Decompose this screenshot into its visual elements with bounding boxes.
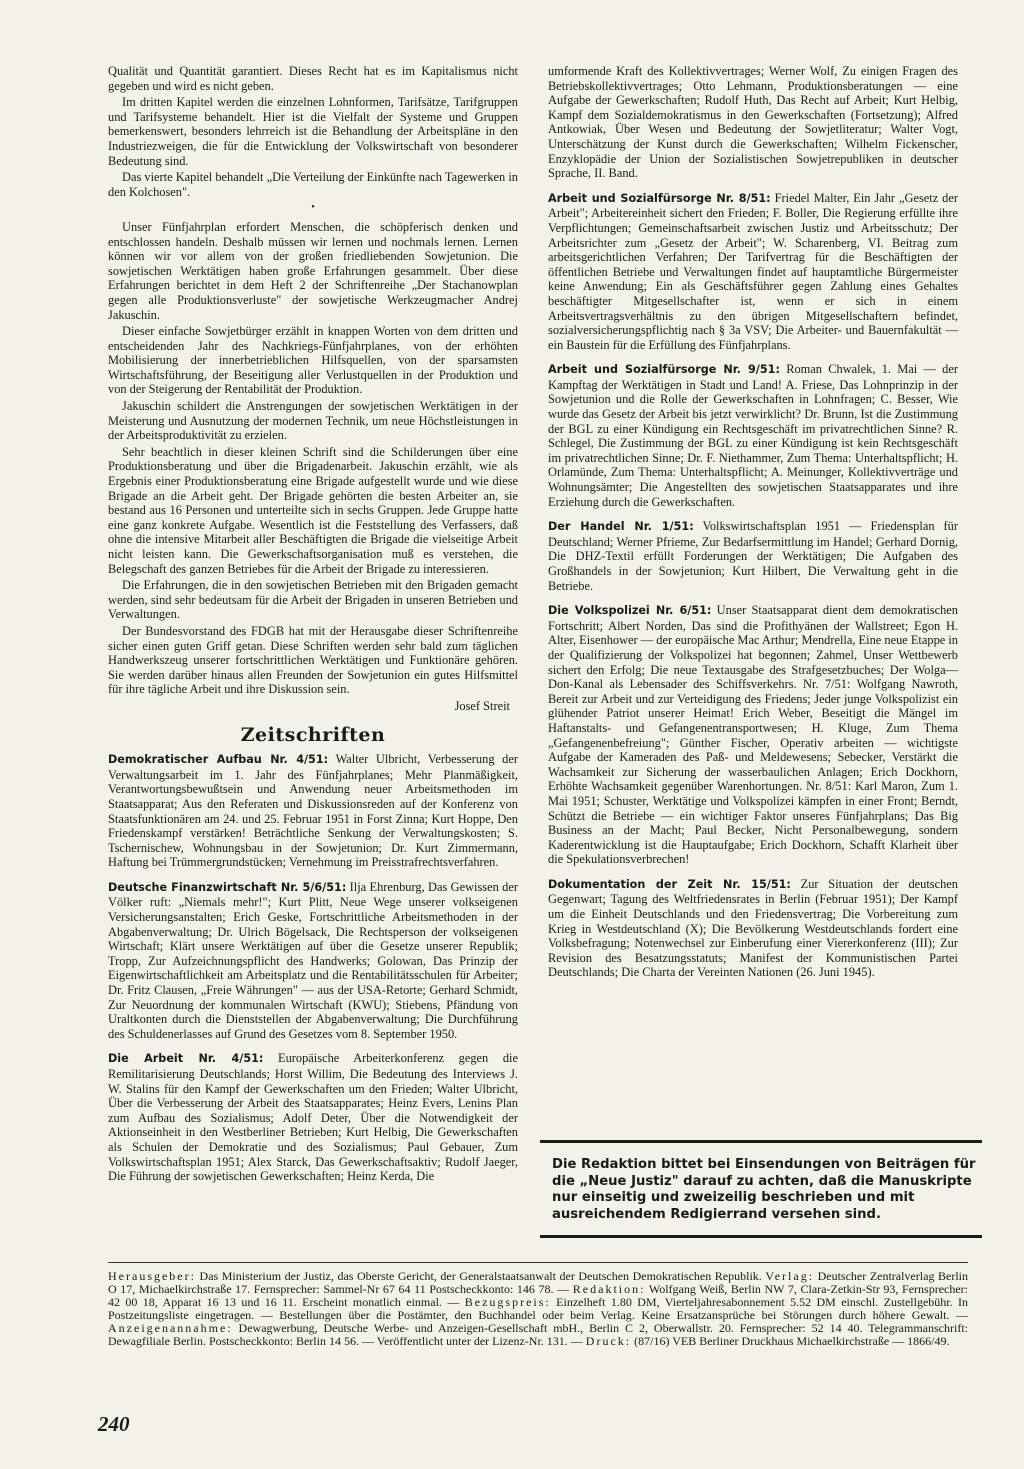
imprint-label: Druck:: [585, 1334, 632, 1348]
imprint-text: Deutscher Zentralverlag Berlin O 17, Michaelkirchstraße 17. Fernsprecher: Sammel-Nr 67 64 11 Postscheckkonto: 146 78. —: [108, 1269, 969, 1296]
entry-text: Volkswirtschaftsplan 1951 — Friedensplan für Deutschland; Werner Pfrieme, Zur Bedarfsermittlung im Handel; Gerhard Dornig, Die DHZ-Textil erfüllt Forderungen der Werktätigen; Die Aufgaben des Großhandels in der Sowjetunion; Kurt Hilbert, Die Verwaltung geht in die Betriebe.: [548, 519, 958, 593]
imprint-label: Anzeigenannahme:: [108, 1321, 233, 1335]
paragraph: Sehr beachtlich in dieser kleinen Schrift sind die Schilderungen über eine Produktionsberatung und über die Brigadenarbeit. Jakuschin erzählt, wie als Ergebnis einer Produktionsberatung eine Brigade aufgestellt wurde und wie diese Brigade an die Arbeit geht. Der Brigade gehörten die besten Arbeiter an, sie bestand aus 16 Personen und unterteilte sich in sechs Gruppen. Jede Gruppe hatte eine ganz konkrete Aufgabe. Wesentlich ist die Feststellung des Verfassers, daß ohne die intensive Mitarbeit aller Beschäftigten die Brigade die vielseitige Arbeit nicht leisten kann. Die Gewerkschaftsorganisation muß es verstehen, die Belegschaft des ganzen Betriebes für die Arbeit der Brigade zu interessieren.: [108, 444, 518, 576]
paragraph: Dieser einfache Sowjetbürger erzählt in knappen Worten von dem dritten und entscheidenden Jahr des Nachkriegs-Fünfjahrplanes, von der erhöhten Mobilisierung der innerbetrieblichen Hilfsquellen, von der sparsamsten Wirtschaftsführung, der Beseitigung aller Verlustquellen in der Produktion und von der Steigerung der Rentabilität der Produktion.: [108, 324, 518, 397]
entry-title: Demokratischer Aufbau Nr. 4/51:: [108, 753, 329, 767]
entry-title: Dokumentation der Zeit Nr. 15/51:: [548, 877, 791, 891]
separator-bullet: •: [311, 202, 315, 214]
paragraph: Die Erfahrungen, die in den sowjetischen Betrieben mit den Brigaden gemacht werden, sind sehr bedeutsam für die Arbeit der Brigaden in unseren Betrieben und Verwaltungen.: [108, 578, 518, 622]
journal-entry: [108, 880, 518, 1042]
entry-title: Arbeit und Sozialfürsorge Nr. 8/51:: [548, 191, 771, 205]
paragraph: Jakuschin schildert die Anstrengungen der sowjetischen Werktätigen in der Meisterung und Ausnutzung der modernen Technik, um neue Höchstleistungen in der Arbeitsproduktivität zu erzielen.: [108, 399, 518, 443]
imprint-text: Dewagwerbung, Deutsche Werbe- und Anzeigen-Gesellschaft mbH., Berlin C 2, Oberwallstr. 20. Fernsprecher: 52 14 40. Telegrammanschrift: Dewagfiliale Berlin. Postscheckkonto: Berlin 14 56. — Veröffentlicht unter der Lizenz-Nr. 131. —: [108, 1321, 968, 1348]
entry-text: Europäische Arbeiterkonferenz gegen die Remilitarisierung Deutschlands; Horst Willim, Die Bedeutung des Interviews J. W. Stalins für den Kampf der Gewerkschaften um den Frieden; Walter Ulbricht, Über die Verbesserung der Arbeit des Staatsapparates; Heinz Evers, Lenins Plan zum Aufbau des Sozialismus; Adolf Deter, Über die Notwendigkeit der Aktionseinheit in den Westberliner Betrieben; Kurt Helbig, Die Gewerkschaften als Schulen der Demokratie und des Sozialismus; Paul Gebauer, Zum Volkswirtschaftsplan 1951; Alex Starck, Das Gewerkschaftsaktiv; Rudolf Jaeger, Die Führung der sowjetischen Gewerkschaften; Heinz Kerda, Die: [108, 1051, 519, 1184]
imprint-label: Verlag:: [765, 1269, 815, 1283]
imprint-label: Bezugspreis:: [464, 1295, 551, 1309]
journal-entry: [548, 877, 958, 980]
entry-text: Unser Staatsapparat dient dem demokratischen Fortschritt; Albert Norden, Das sind die Profithyänen der Wallstreet; Egon H. Alter, Eisenhower — der europäische Mac Arthur; Mendrella, Eine neue Etappe in der Qualifizierung der Volkspolizei hat begonnen; Zahmel, Unser Wettbewerb sichert den Erfolg; Die neue Textausgabe des Strafgesetzbuches; Der Wolga—Don-Kanal als Lebensader des Schiffsverkehrs. Nr. 7/51: Wolfgang Nawroth, Bereit zur Arbeit und zur Verteidigung des Friedens; Jeder junge Volkspolizist ein glühender Patriot unserer Heimat! Erich Weber, Beseitigt die Mängel im Haftanstalts- und Gefangenentransportwesen; H. Kluge, Zum Thema „Gefangenenbefreiung"; Günther Fischer, Operativ arbeiten — wichtigste Aufgabe der Kameraden des Paß- und Meldewesens; Sebecker, Verstärkt die Wachsamkeit zur Sicherung der wasserbaulichen Anlagen; Erich Dockhorn, Erhöhte Wachsamkeit gegenüber Warenhortungen. Nr. 8/51: Karl Maron, Zum 1. Mai 1951; Schuster, Werktätige und Volkspolizei kämpfen in einer Front; Berndt, Schützt die Betriebe — ein wichtiger Faktor unseres Fünfjahrplans; Das Big Business an der Macht; Paul Becker, Nicht Personalbewegung, sondern Kaderentwicklung ist die Hauptaufgabe; Erich Dockhorn, Schafft Klarheit über die Spekulationsverbrechen!: [548, 603, 959, 867]
imprint-label: Herausgeber:: [108, 1269, 196, 1283]
entry-title: Arbeit und Sozialfürsorge Nr. 9/51:: [548, 363, 780, 377]
right-column: [548, 64, 958, 990]
imprint-text: Wolfgang Weiß, Berlin NW 7, Clara-Zetkin-Str 93, Fernsprecher: 42 00 18, Apparat 16 13 und 16 11. Erscheint monatlich einmal. —: [108, 1282, 969, 1309]
page-number: 240: [98, 1412, 130, 1436]
imprint-text: (87/16) VEB Berliner Druckhaus Michaelkirchstraße — 1866/49.: [631, 1334, 950, 1348]
imprint: [108, 1270, 968, 1348]
entry-text: Zur Situation der deutschen Gegenwart; Tagung des Weltfriedensrates in Berlin (Februar 1951); Der Kampf um die Einheit Deutschlands und den Friedensvertrag; Die Vorbereitung zum Krieg in Westdeutschland (X); Die Bevölkerung Westdeutschlands fordert eine Volksbefragung; Notenwechsel zur Einberufung einer Viererkonferenz (III); Zur Revision des Besatzungsstatuts; Manifest der Kommunistischen Partei Deutschlands; Die Charta der Vereinten Nationen (26. Juni 1945).: [548, 876, 958, 980]
imprint-text: Einzelheft 1.80 DM, Vierteljahresabonnement 5.52 DM einschl. Zustellgebühr. In Postzeitungsliste eingetragen. — Bestellungen über die Postämter, den Buchhandel oder beim Verlag. Keine Ersatzansprüche bei Störungen durch höhere Gewalt. —: [108, 1295, 969, 1322]
paragraph: Qualität und Quantität garantiert. Dieses Recht hat es im Kapitalismus nicht gegeben und wird es nicht geben.: [108, 64, 518, 93]
journal-entry: [108, 1051, 518, 1183]
entry-title: Deutsche Finanzwirtschaft Nr. 5/6/51:: [108, 880, 347, 894]
author-signature: Josef Streit: [454, 698, 510, 713]
left-column: [108, 64, 518, 1194]
entry-title: Der Handel Nr. 1/51:: [548, 520, 694, 534]
journal-entry: [548, 603, 958, 867]
entry-title: Die Volkspolizei Nr. 6/51:: [548, 604, 712, 618]
entry-text: Friedel Malter, Ein Jahr „Gesetz der Arbeit"; Arbeitereinheit sichert den Frieden; F. Boller, Die Regierung erfüllte ihre Verpflichtungen; Gemeinschaftsarbeit zwischen Justiz und Arbeitsschutz; Der Arbeitsrichter zum „Gesetz der Arbeit"; W. Scharenberg, VI. Beitrag zum arbeitsgerichtlichen Verfahren; Der Tarifvertrag für die Beschäftigten der öffentlichen Betriebe und Verwaltungen findet auf hauptamtliche Bürgermeister keine Anwendung; Ein als Geschäftsführer gegen Zahlung eines Gehaltes beschäftigter Mitgesellschafter ist, wenn er sich in einem Arbeitsvertragsverhältnis zu den übrigen Mitgesellschaftern befindet, sozialversicherungspflichtig nach § 3a VSV; Die Arbeiter- und Bauernfakultät — ein Baustein für die Erfüllung des Fünfjahrplans.: [548, 190, 958, 352]
entry-text: Roman Chwalek, 1. Mai — der Kampftag der Werktätigen in Stadt und Land! A. Friese, Das Lohnprinzip in der Sowjetunion und die Rolle der Gewerkschaften in Lohnfragen; C. Besser, Wie wurde das Gesetz der Arbeit bis jetzt verwirklicht? Dr. Brunn, Ist die Zustimmung der BGL zu einer Kündigung ein Rechtsgeschäft im privatrechtlichen Sinne? R. Schlegel, Die Zustimmung der BGL zu einer Kündigung ist kein Rechtsgeschäft im privatrechtlichen Sinne; Dr. F. Niethammer, Zum Thema: Unterhaltspflicht; H. Orlamünde, Zum Thema: Unterhaltspflicht; A. Meinunger, Kollektivverträge und Wohnungsämter; Die Angestellten des sowjetischen Staatsapparates und ihre Erziehung durch die Gewerkschaften.: [548, 362, 958, 509]
journal-entry: [548, 191, 958, 353]
entry-continuation: umformende Kraft des Kollektivvertrages; Werner Wolf, Zu einigen Fragen des Betriebskollektivvertrages; Otto Lehmann, Produktionsberatungen — eine Aufgabe der Gewerkschaften; Rudolf Huth, Das Recht auf Arbeit; Kurt Helbig, Kampf dem Sozialdemokratismus in den Gewerkschaften (Fortsetzung); Alfred Antkowiak, Über Wesen und Bedeutung der Sowjetliteratur; Walter Vogt, Unterschätzung der Kunst durch die Gewerkschaften; Wilhelm Fickenscher, Enzyklopädie der Union der Sozialistischen Sowjetrepubliken in deutscher Sprache, II. Band.: [548, 64, 958, 181]
paragraph: Unser Fünfjahrplan erfordert Menschen, die schöpferisch denken und entschlossen handeln. Deshalb müssen wir lernen und nochmals lernen. Lernen können wir vor allem von der großen friedliebenden Sowjetunion. Die sowjetischen Werktätigen haben große Erfahrungen gesammelt. Über diese Erfahrungen berichtet in dem Heft 2 der Schriftenreihe „Der Stachanowplan gegen alle Produktionsverluste" der sowjetische Werkzeugmacher Andrej Jakuschin.: [108, 219, 518, 322]
journal-entry: [548, 519, 958, 593]
section-heading: Zeitschriften: [240, 723, 386, 746]
footer-divider: [108, 1262, 968, 1263]
paragraph: Im dritten Kapitel werden die einzelnen Lohnformen, Tarifsätze, Tarifgruppen und Tarifsysteme behandelt. Hier ist die Vielfalt der Systeme und Gruppen bemerkenswert, besonders lehrreich ist die Behandlung der Arbeitspläne in den Industriezweigen, die für die Entwicklung der Volkswirtschaft von besonderer Bedeutung sind.: [108, 95, 518, 168]
imprint-label: Redaktion:: [572, 1282, 646, 1296]
paragraph: Der Bundesvorstand des FDGB hat mit der Herausgabe dieser Schriftenreihe sicher einen guten Griff getan. Diese Schriften werden sehr bald zum täglichen Handwerkszeug unserer fortschrittlichen Werktätigen und Funktionäre gehören. Sie werden darüber hinaus allen Freunden der Sowjetunion ein gutes Hilfsmittel für ihre tägliche Arbeit und ihre Diskussion sein.: [108, 623, 518, 697]
paragraph: Das vierte Kapitel behandelt „Die Verteilung der Einkünfte nach Tagewerken in den Kolchosen".: [108, 170, 518, 199]
imprint-text: Das Ministerium der Justiz, das Oberste Gericht, der Generalstaatsanwalt der Deutschen Demokratischen Republik.: [195, 1269, 762, 1283]
journal-entry: [548, 362, 958, 509]
editorial-notice: Die Redaktion bittet bei Einsendungen von Beiträgen für die „Neue Justiz" darauf zu achten, daß die Manuskripte nur einseitig und zweizeilig beschrieben und mit ausreichendem Redigierrand versehen sind.: [540, 1140, 982, 1238]
entry-text: Ilja Ehrenburg, Das Gewissen der Völker ruft: „Niemals mehr!"; Kurt Plitt, Neue Wege unserer volkseigenen Versicherungsanstalten; Erich Geske, Fortschrittliche Arbeitsmethoden in der Abgabenverwaltung; Dr. Ulrich Bögelsack, Die Rechtsperson der volkseigenen Wirtschaft; Klärt unsere Werktätigen auf über die Gesetze unserer Republik; Tropp, Zur Aufzeichnungspflicht des Handwerks; Golowan, Das Prinzip der Eigenwirtschaftlichkeit am Arbeitsplatz und die Rentabilitätsschulen für Arbeiter; Dr. Fritz Clausen, „Freie Währungen" — aus der USA-Retorte; Gerhard Schmidt, Zur Neuordnung der kommunalen Wirtschaft (KWU); Stiebens, Pfändung von Uraltkonten durch die Dienststellen der Abgabenverwaltung; Die Durchführung des Schuldenerlasses auf Grund des Gesetzes vom 8. September 1950.: [108, 879, 518, 1041]
entry-title: Die Arbeit Nr. 4/51:: [108, 1052, 264, 1066]
journal-entry: [108, 752, 518, 870]
entry-text: Walter Ulbricht, Verbesserung der Verwaltungsarbeit im 1. Jahr des Fünfjahrplanes; Mehr Planmäßigkeit, Verantwortungsbewußtsein und Anwendung neuer Arbeitsmethoden im Staatsapparat; Aus den Referaten und Diskussionsreden auf der Konferenz von Staatsfunktionären am 24. und 25. Februar 1951 in Forst Zinna; Kurt Hoppe, Den Friedenskampf verstärken! Beträchtliche Senkung der Verwaltungskosten; S. Tschernischew, Wohnungsbau in der Sowjetunion; Dr. Kurt Zimmermann, Haftung bei Trümmergrundstücken; Vernehmung im Preisstrafrechtsverfahren.: [108, 752, 518, 870]
